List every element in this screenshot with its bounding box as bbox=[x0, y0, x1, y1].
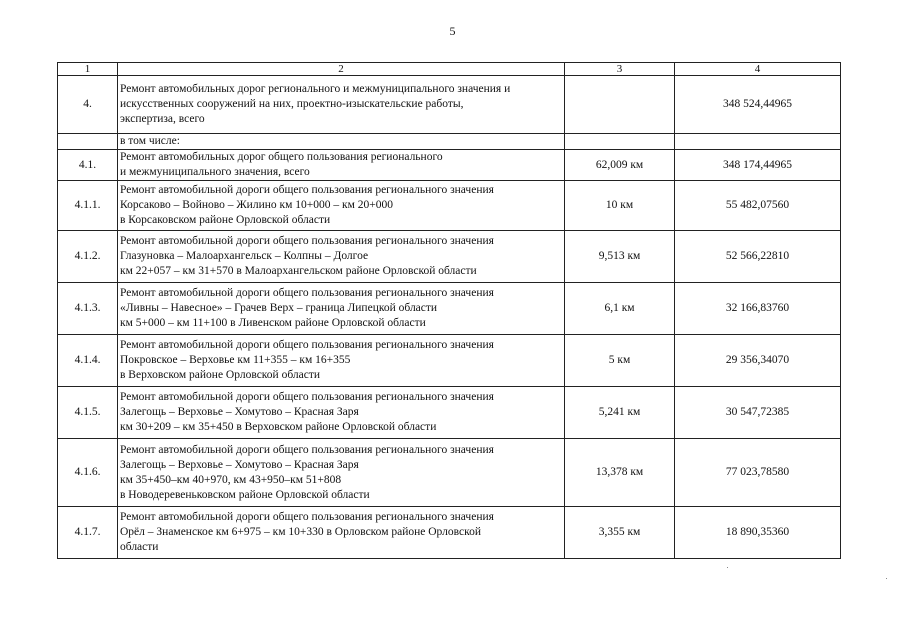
description-line: Ремонт автомобильной дороги общего пользования регионального значения bbox=[120, 184, 494, 196]
description-line: области bbox=[120, 541, 159, 553]
description-line: Ремонт автомобильной дороги общего пользования регионального значения bbox=[120, 511, 494, 523]
description-line: и межмуниципального значения, всего bbox=[120, 166, 310, 178]
row-length: 62,009 км bbox=[565, 150, 675, 181]
row-number: 4. bbox=[58, 76, 118, 134]
description-line: Ремонт автомобильных дорог регионального и межмуниципального значения и bbox=[120, 83, 511, 95]
row-description bbox=[118, 76, 565, 134]
description-line: Орёл – Знаменское км 6+975 – км 10+330 в Орловском районе Орловской bbox=[120, 526, 482, 538]
road-repair-table bbox=[57, 62, 841, 559]
row-description bbox=[118, 335, 565, 387]
scan-speck bbox=[886, 578, 887, 579]
description-line: км 35+450–км 40+970, км 43+950–км 51+808 bbox=[120, 473, 342, 486]
row-amount: 77 023,78580 bbox=[675, 439, 841, 507]
description-line: в том числе: bbox=[120, 135, 180, 147]
row-description bbox=[118, 507, 565, 559]
description-line: Ремонт автомобильной дороги общего пользования регионального значения bbox=[120, 443, 494, 456]
row-amount: 348 174,44965 bbox=[675, 150, 841, 181]
row-number: 4.1.7. bbox=[58, 507, 118, 559]
table-row bbox=[58, 231, 841, 283]
description-line: Ремонт автомобильной дороги общего пользования регионального значения bbox=[120, 339, 494, 351]
column-header-2: 2 bbox=[118, 63, 565, 76]
page-number: 5 bbox=[449, 24, 456, 38]
column-header-4: 4 bbox=[675, 63, 841, 76]
description-line: Глазуновка – Малоархангельск – Колпны – Долгое bbox=[120, 250, 369, 262]
row-description bbox=[118, 181, 565, 231]
table-row bbox=[58, 507, 841, 559]
description-line: Покровское – Верховье км 11+355 – км 16+355 bbox=[120, 354, 351, 366]
table-row bbox=[58, 150, 841, 181]
description-line: в Новодеревеньковском районе Орловской области bbox=[120, 488, 370, 501]
row-number: 4.1.2. bbox=[58, 231, 118, 283]
column-number-row bbox=[58, 63, 841, 76]
description-line: в Верховском районе Орловской области bbox=[120, 369, 321, 381]
row-length: 9,513 км bbox=[565, 231, 675, 283]
column-header-3: 3 bbox=[565, 63, 675, 76]
row-number: 4.1.5. bbox=[58, 387, 118, 439]
table-row bbox=[58, 181, 841, 231]
row-amount: 52 566,22810 bbox=[675, 231, 841, 283]
description-line: Ремонт автомобильной дороги общего пользования регионального значения bbox=[120, 391, 494, 403]
description-line: экспертиза, всего bbox=[120, 113, 205, 125]
row-length: 13,378 км bbox=[565, 439, 675, 507]
table-row bbox=[58, 387, 841, 439]
row-length: 10 км bbox=[565, 181, 675, 231]
row-length bbox=[565, 76, 675, 134]
table-row bbox=[58, 335, 841, 387]
scan-speck bbox=[727, 567, 728, 568]
row-amount: 55 482,07560 bbox=[675, 181, 841, 231]
description-line: «Ливны – Навесное» – Грачев Верх – граница Липецкой области bbox=[120, 302, 438, 314]
table-row bbox=[58, 283, 841, 335]
row-amount: 348 524,44965 bbox=[675, 76, 841, 134]
row-description bbox=[118, 283, 565, 335]
row-length bbox=[565, 134, 675, 150]
row-number bbox=[58, 134, 118, 150]
row-amount: 30 547,72385 bbox=[675, 387, 841, 439]
row-description bbox=[118, 231, 565, 283]
row-number: 4.1.4. bbox=[58, 335, 118, 387]
row-description bbox=[118, 387, 565, 439]
row-number: 4.1.1. bbox=[58, 181, 118, 231]
table-row bbox=[58, 76, 841, 134]
description-line: Ремонт автомобильных дорог общего пользования регионального bbox=[120, 151, 443, 163]
description-line: Ремонт автомобильной дороги общего пользования регионального значения bbox=[120, 287, 494, 299]
description-line: Ремонт автомобильной дороги общего пользования регионального значения bbox=[120, 235, 494, 247]
row-number: 4.1.3. bbox=[58, 283, 118, 335]
table-row bbox=[58, 439, 841, 507]
row-description bbox=[118, 134, 565, 150]
row-description bbox=[118, 150, 565, 181]
description-line: км 30+209 – км 35+450 в Верховском районе Орловской области bbox=[120, 421, 437, 433]
description-line: км 22+057 – км 31+570 в Малоархангельском районе Орловской области bbox=[120, 265, 477, 277]
row-amount bbox=[675, 134, 841, 150]
description-line: Корсаково – Войново – Жилино км 10+000 – км 20+000 bbox=[120, 199, 393, 211]
row-amount: 32 166,83760 bbox=[675, 283, 841, 335]
row-number: 4.1. bbox=[58, 150, 118, 181]
description-line: км 5+000 – км 11+100 в Ливенском районе Орловской области bbox=[120, 317, 426, 329]
row-length: 6,1 км bbox=[565, 283, 675, 335]
row-number: 4.1.6. bbox=[58, 439, 118, 507]
table-body bbox=[58, 63, 841, 559]
row-amount: 18 890,35360 bbox=[675, 507, 841, 559]
row-length: 5,241 км bbox=[565, 387, 675, 439]
row-description bbox=[118, 439, 565, 507]
description-line: в Корсаковском районе Орловской области bbox=[120, 214, 331, 226]
table-row bbox=[58, 134, 841, 150]
description-line: искусственных сооружений на них, проектно-изыскательские работы, bbox=[120, 98, 464, 110]
description-line: Залегощь – Верховье – Хомутово – Красная Заря bbox=[120, 458, 359, 471]
row-amount: 29 356,34070 bbox=[675, 335, 841, 387]
column-header-1: 1 bbox=[58, 63, 118, 76]
row-length: 3,355 км bbox=[565, 507, 675, 559]
row-length: 5 км bbox=[565, 335, 675, 387]
description-line: Залегощь – Верховье – Хомутово – Красная Заря bbox=[120, 406, 359, 418]
